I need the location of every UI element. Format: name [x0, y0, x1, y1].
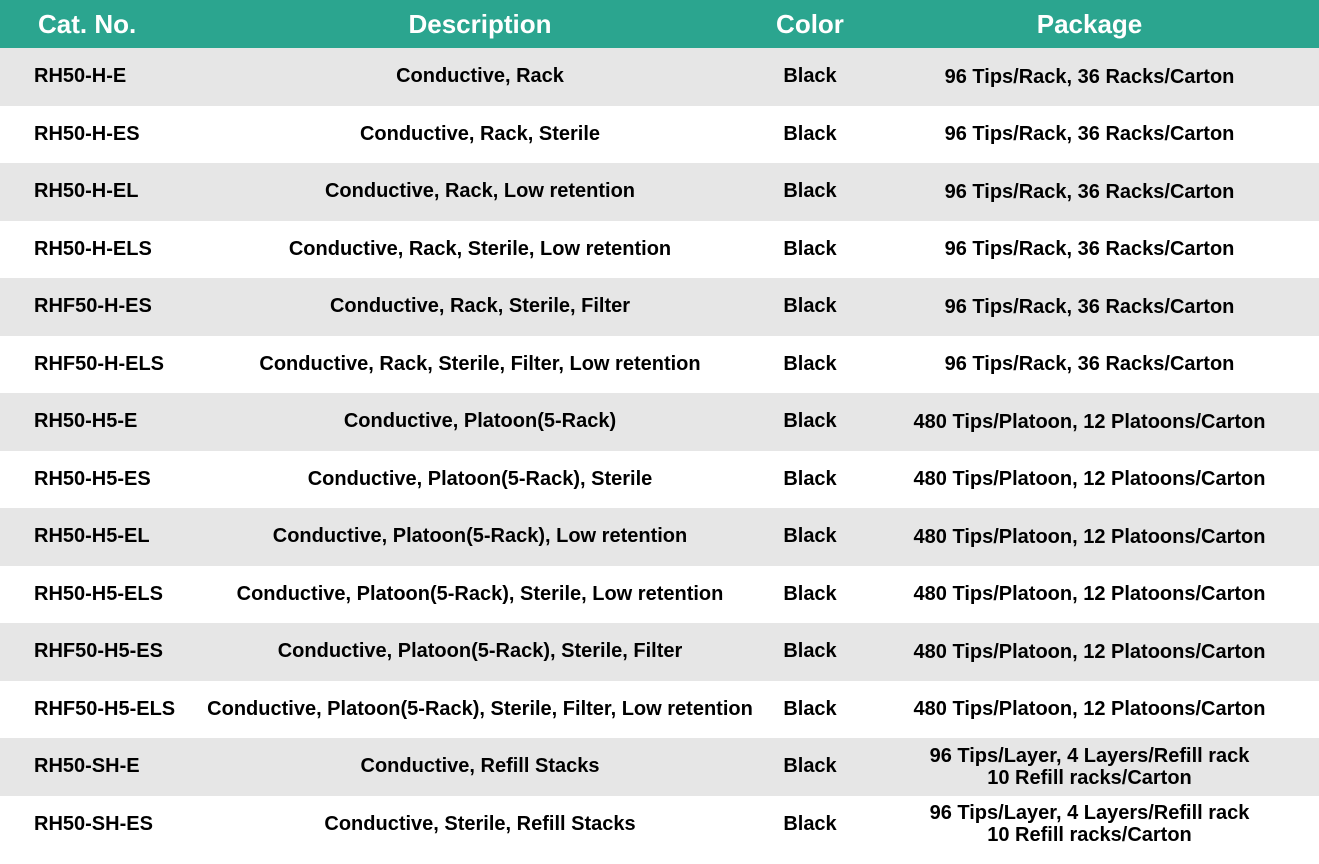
cell-color: Black [783, 640, 837, 663]
cell-cat-no: RH50-H-E [34, 65, 127, 88]
cell-package [860, 623, 1319, 681]
cell-package [860, 508, 1319, 566]
package-line: 96 Tips/Rack, 36 Racks/Carton [944, 238, 1235, 261]
package-line: 480 Tips/Platoon, 12 Platoons/Carton [913, 525, 1266, 548]
cell-description: Conductive, Refill Stacks [360, 755, 600, 778]
cell-package [860, 681, 1319, 739]
table-header [0, 0, 1319, 48]
cell-cat-no: RH50-H5-ELS [34, 582, 163, 605]
package-line: 10 Refill racks/Carton [987, 766, 1192, 789]
package-line: 480 Tips/Platoon, 12 Platoons/Carton [913, 640, 1266, 663]
cell-package [860, 48, 1319, 106]
cell-color: Black [783, 65, 837, 88]
cell-package [860, 451, 1319, 509]
cell-description: Conductive, Platoon(5-Rack), Sterile [307, 467, 653, 490]
cell-color: Black [783, 410, 837, 433]
cell-color: Black [783, 180, 837, 203]
table-row [0, 623, 1319, 681]
cell-package [860, 336, 1319, 394]
cell-description: Conductive, Rack [396, 65, 564, 88]
package-line: 480 Tips/Platoon, 12 Platoons/Carton [913, 410, 1266, 433]
header-description: Description [408, 8, 552, 39]
package-line: 480 Tips/Platoon, 12 Platoons/Carton [913, 468, 1266, 491]
table-body [0, 48, 1319, 853]
cell-package [860, 278, 1319, 336]
cell-description: Conductive, Platoon(5-Rack), Sterile, Low retention [236, 582, 724, 605]
cell-cat-no: RHF50-H5-ELS [34, 697, 176, 720]
cell-cat-no: RH50-SH-E [34, 755, 140, 778]
cell-package [860, 796, 1319, 854]
cell-description: Conductive, Platoon(5-Rack) [343, 410, 617, 433]
cell-package [860, 221, 1319, 279]
cell-cat-no: RH50-H-EL [34, 180, 139, 203]
header-color: Color [776, 8, 844, 39]
cell-package [860, 106, 1319, 164]
cell-cat-no: RH50-H-ELS [34, 237, 152, 260]
cell-description: Conductive, Rack, Sterile, Filter [329, 295, 631, 318]
package-line: 96 Tips/Rack, 36 Racks/Carton [944, 180, 1235, 203]
cell-description: Conductive, Rack, Sterile, Filter, Low retention [259, 352, 701, 375]
cell-color: Black [783, 237, 837, 260]
cell-package [860, 163, 1319, 221]
table-row [0, 451, 1319, 509]
table-row [0, 738, 1319, 796]
table-row [0, 106, 1319, 164]
cell-description: Conductive, Platoon(5-Rack), Low retention [272, 525, 688, 548]
package-line: 96 Tips/Rack, 36 Racks/Carton [944, 353, 1235, 376]
table-row [0, 508, 1319, 566]
cell-package [860, 566, 1319, 624]
cell-color: Black [783, 467, 837, 490]
cell-description: Conductive, Rack, Sterile, Low retention [288, 237, 672, 260]
cell-color: Black [783, 755, 837, 778]
cell-cat-no: RH50-H5-EL [34, 525, 150, 548]
package-line: 10 Refill racks/Carton [987, 824, 1192, 847]
table-row [0, 163, 1319, 221]
cell-color: Black [783, 812, 837, 835]
cell-description: Conductive, Platoon(5-Rack), Sterile, Filter, Low retention [207, 697, 753, 720]
package-line: 96 Tips/Layer, 4 Layers/Refill rack [929, 744, 1250, 767]
table-row [0, 48, 1319, 106]
cell-package [860, 393, 1319, 451]
cell-color: Black [783, 122, 837, 145]
cell-color: Black [783, 295, 837, 318]
package-line: 96 Tips/Rack, 36 Racks/Carton [944, 65, 1235, 88]
header-cat-no: Cat. No. [38, 8, 137, 39]
package-line: 480 Tips/Platoon, 12 Platoons/Carton [913, 698, 1266, 721]
cell-cat-no: RHF50-H5-ES [34, 640, 163, 663]
table-row [0, 681, 1319, 739]
cell-cat-no: RH50-H5-ES [34, 467, 151, 490]
package-line: 480 Tips/Platoon, 12 Platoons/Carton [913, 583, 1266, 606]
table-row [0, 336, 1319, 394]
table-row [0, 221, 1319, 279]
header-package: Package [1036, 8, 1143, 39]
table-row [0, 796, 1319, 854]
table-row [0, 278, 1319, 336]
cell-package [860, 738, 1319, 796]
package-line: 96 Tips/Rack, 36 Racks/Carton [944, 123, 1235, 146]
cell-description: Conductive, Rack, Sterile [359, 122, 601, 145]
cell-color: Black [783, 525, 837, 548]
cell-description: Conductive, Sterile, Refill Stacks [324, 812, 636, 835]
cell-color: Black [783, 582, 837, 605]
cell-cat-no: RHF50-H-ELS [34, 352, 165, 375]
cell-description: Conductive, Platoon(5-Rack), Sterile, Filter [277, 640, 683, 663]
cell-color: Black [783, 697, 837, 720]
cell-color: Black [783, 352, 837, 375]
package-line: 96 Tips/Layer, 4 Layers/Refill rack [929, 802, 1250, 825]
package-line: 96 Tips/Rack, 36 Racks/Carton [944, 295, 1235, 318]
cell-cat-no: RH50-H5-E [34, 410, 138, 433]
cell-description: Conductive, Rack, Low retention [324, 180, 636, 203]
cell-cat-no: RH50-H-ES [34, 122, 140, 145]
cell-cat-no: RH50-SH-ES [34, 812, 153, 835]
cell-cat-no: RHF50-H-ES [34, 295, 152, 318]
table-row [0, 393, 1319, 451]
table-row [0, 566, 1319, 624]
header-row [0, 0, 1319, 48]
